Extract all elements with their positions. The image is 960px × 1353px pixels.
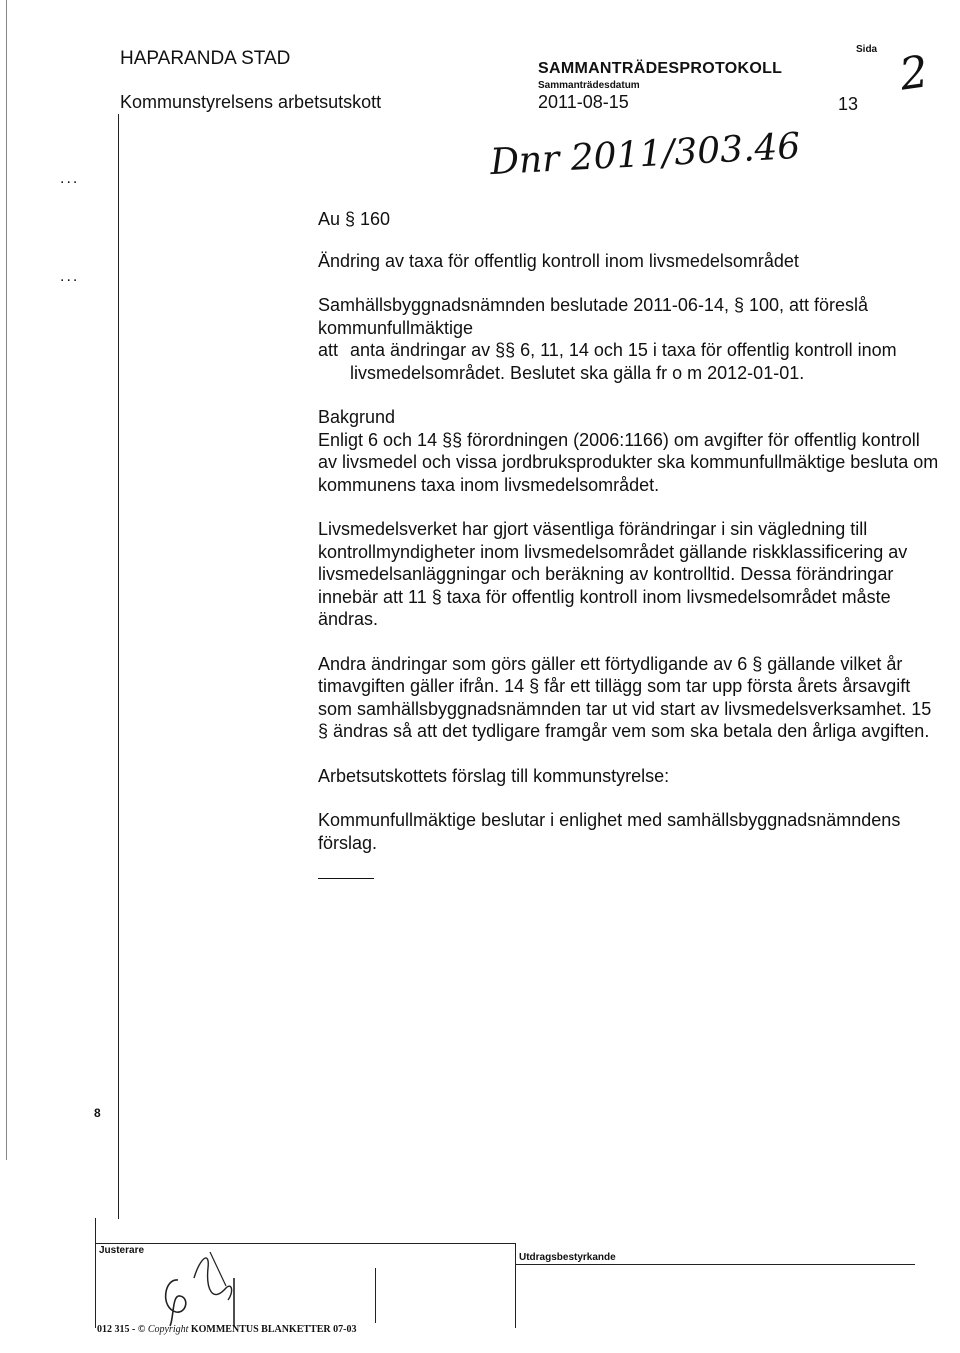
- organization-name: HAPARANDA STAD: [120, 48, 291, 69]
- page-number: 13: [838, 94, 859, 114]
- end-rule: [318, 878, 374, 879]
- bakgrund-heading: Bakgrund: [318, 407, 396, 427]
- page-label: Sida: [856, 44, 878, 55]
- beslut-paragraph: Kommunfullmäktige beslutar i enlighet med samhällsbyggnadsnämndens förslag.: [318, 810, 901, 853]
- section-id: Au § 160: [318, 209, 391, 229]
- protocol-title: SAMMANTRÄDESPROTOKOLL: [538, 60, 783, 77]
- margin-dots: ...: [60, 268, 80, 285]
- margin-number: 8: [94, 1106, 101, 1120]
- section-title: Ändring av taxa för offentlig kontroll inom livsmedelsområdet: [318, 250, 799, 271]
- bakgrund-paragraph: Enligt 6 och 14 §§ förordningen (2006:1166) om avgifter för offentlig kontroll av livsmedel och vissa jordbruksprodukter ska kommunfullmäktige besluta om kommunens taxa inom livsmedelsområdet.: [318, 429, 939, 495]
- margin-dots: ...: [60, 170, 80, 187]
- utdragsbestyrkande-label: Utdragsbestyrkande: [519, 1252, 616, 1263]
- decision-paragraph: Samhällsbyggnadsnämnden beslutade 2011-06-14, § 100, att föreslå kommunfullmäktige: [318, 295, 869, 338]
- footer-frame-line: [375, 1268, 376, 1323]
- document-body: [318, 208, 940, 879]
- handwritten-dnr: Dnr 2011/303.46: [489, 125, 802, 184]
- form-copyright: [97, 1324, 356, 1335]
- copyright-word: Copyright: [147, 1324, 189, 1335]
- forslag-heading: Arbetsutskottets förslag till kommunstyrelse:: [318, 765, 670, 786]
- left-margin-line: [118, 114, 119, 1219]
- att-clause: [318, 339, 940, 384]
- form-code: 012 315 - ©: [97, 1324, 146, 1335]
- footer-frame-line: [95, 1218, 96, 1328]
- andra-paragraph: Andra ändringar som görs gäller ett förtydligande av 6 § gällande vilket år timavgiften gäller ifrån. 14 § får ett tillägg som tar upp första årets årsavgift som samhällsbyggnadsnämnden tar ut vid start av livsmedelsverksamhet. 15 § ändras så att det tydligare framgår vem som ska betala den årliga avgiften.: [318, 653, 932, 741]
- footer-frame-line: [515, 1264, 915, 1265]
- handwritten-signature: [150, 1238, 270, 1328]
- page-edge-line: [6, 0, 7, 1160]
- footer-frame-line: [515, 1243, 516, 1328]
- livsmedelsverket-paragraph: Livsmedelsverket har gjort väsentliga förändringar i sin vägledning till kontrollmyndigheter inom livsmedelsområdet gällande riskklassificering av livsmedelsanläggningar och beräkning av kontrolltid. Dessa förändringar innebär att 11 § taxa för offentlig kontroll inom livsmedelsområdet måste ändras.: [318, 519, 908, 629]
- handwritten-page-number: 2: [896, 46, 932, 101]
- committee-name: Kommunstyrelsens arbetsutskott: [120, 92, 382, 112]
- meeting-date: 2011-08-15: [538, 92, 629, 112]
- meeting-date-label: Sammanträdesdatum: [538, 80, 640, 91]
- publisher: KOMMENTUS BLANKETTER: [190, 1324, 331, 1335]
- att-word: att: [318, 340, 339, 360]
- justerare-label: Justerare: [99, 1245, 145, 1256]
- edition: 07-03: [333, 1324, 357, 1335]
- att-text: anta ändringar av §§ 6, 11, 14 och 15 i taxa för offentlig kontroll inom livsmedelsområdet. Beslutet ska gälla fr o m 2012-01-01.: [350, 340, 897, 383]
